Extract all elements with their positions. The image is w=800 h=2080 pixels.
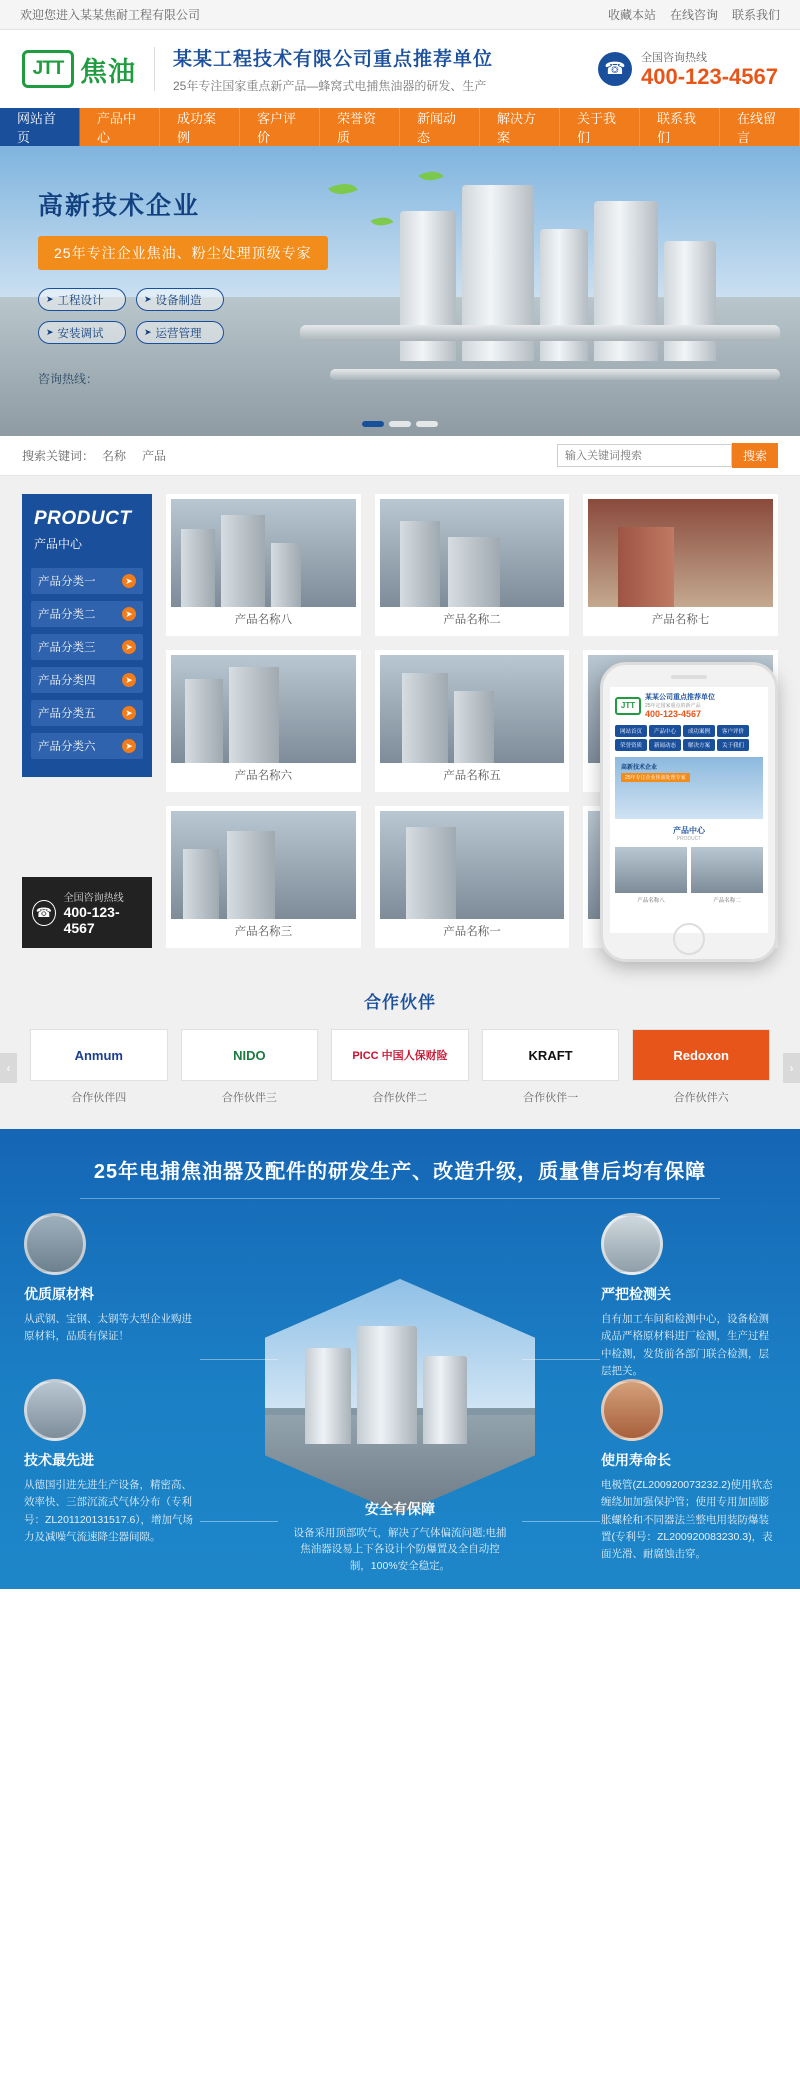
keyword-search-bar <box>0 436 800 476</box>
product-image <box>380 811 565 919</box>
banner-dot[interactable] <box>389 421 411 427</box>
banner-tag-label: 安装调试 <box>57 327 104 340</box>
phone-product-name: 产品名称八 <box>637 898 665 904</box>
phone-nav-item[interactable]: 解决方案 <box>683 739 715 751</box>
mobile-preview-mockup <box>600 662 778 962</box>
category-label: 产品分类一 <box>38 576 96 588</box>
partners-section <box>0 970 800 1129</box>
connector-line <box>522 1359 600 1360</box>
search-label: 搜索关键词： <box>22 449 95 463</box>
category-label: 产品分类四 <box>38 675 96 687</box>
product-name: 产品名称七 <box>651 614 710 626</box>
product-card[interactable] <box>375 494 570 636</box>
hero-banner <box>0 146 800 436</box>
category-label: 产品分类五 <box>38 708 96 720</box>
product-image <box>171 499 356 607</box>
product-image <box>380 499 565 607</box>
phone-screen <box>610 687 768 933</box>
product-card[interactable] <box>375 806 570 948</box>
tel-number: 400-123-4567 <box>640 63 778 89</box>
nav-item-message[interactable]: 在线留言 <box>720 108 800 146</box>
site-logo[interactable] <box>22 50 136 89</box>
advantage-hex-image <box>265 1279 535 1514</box>
topbar <box>0 0 800 30</box>
chevron-right-icon: ➤ <box>46 327 54 337</box>
advantage-heading: 技术最先进 <box>24 1452 94 1468</box>
product-card[interactable] <box>166 806 361 948</box>
banner-pipe <box>300 325 780 341</box>
nav-item-about[interactable]: 关于我们 <box>560 108 640 146</box>
banner-tank <box>664 241 716 361</box>
product-name: 产品名称一 <box>443 926 501 938</box>
partner-logo: Redoxon <box>632 1029 770 1081</box>
phone-product-image <box>691 847 763 893</box>
banner-subtitle: 25年专注企业焦油、粉尘处理顶级专家 <box>38 236 328 270</box>
product-category-5[interactable] <box>31 700 143 726</box>
banner-content <box>38 186 368 387</box>
advantage-heading: 严把检测关 <box>601 1286 671 1302</box>
banner-tag-operate[interactable] <box>136 321 224 344</box>
phone-nav-item[interactable]: 网站首页 <box>615 725 647 737</box>
banner-dot[interactable] <box>416 421 438 427</box>
banner-tag-label: 运营管理 <box>155 327 202 340</box>
product-name: 产品名称二 <box>443 614 501 626</box>
logo-text: 焦油 <box>80 56 136 87</box>
banner-tag-label: 工程设计 <box>57 294 104 307</box>
product-name: 产品名称六 <box>234 770 293 782</box>
tel-label: 全国咨询热线 <box>640 51 707 64</box>
advantage-text: 从德国引进先进生产设备，精密高、效率快、三部沉流式气体分布（专利号：ZL201120131517.6），增加气场力及减噪气流速降尘器间隙。 <box>24 1479 194 1543</box>
phone-section-title-text: 产品中心 <box>673 826 705 835</box>
chevron-right-icon[interactable]: › <box>783 1053 800 1083</box>
banner-pagination[interactable] <box>362 421 438 427</box>
nav-item-products[interactable]: 产品中心 <box>80 108 160 146</box>
product-sidebar <box>22 494 152 948</box>
main-nav[interactable] <box>0 108 800 146</box>
technology-icon <box>24 1379 86 1441</box>
chevron-right-icon: ➤ <box>144 294 152 304</box>
advantage-divider <box>80 1198 720 1199</box>
phone-banner <box>615 757 763 819</box>
phone-icon: ☎ <box>598 52 632 86</box>
advantage-item-lifetime <box>601 1379 776 1564</box>
nav-item-reviews[interactable]: 客户评价 <box>240 108 320 146</box>
advantage-item-technology <box>24 1379 199 1546</box>
chevron-right-icon: ➤ <box>122 607 136 621</box>
partner-caption: 合作伙伴一 <box>523 1092 579 1104</box>
phone-nav-item[interactable]: 产品中心 <box>649 725 681 737</box>
advantage-text: 电极管(ZL200920073232.2)使用软态缠绕加加强保护管；使用专用加固膨胀螺栓和不同器法兰整电用装防爆装置(专利号：ZL200920083230.3)，表面光滑、耐腐蚀击穿。 <box>601 1479 773 1561</box>
banner-hotline-label: 咨询热线： <box>38 372 99 386</box>
phone-nav[interactable] <box>610 722 768 754</box>
partner-caption: 合作伙伴二 <box>372 1092 428 1104</box>
banner-dot[interactable] <box>362 421 384 427</box>
phone-banner-subtitle: 25年专注企业焦油处理专家 <box>621 773 690 782</box>
chevron-right-icon: ➤ <box>122 739 136 753</box>
advantage-heading: 优质原材料 <box>24 1286 94 1302</box>
search-keyword-product[interactable]: 产品 <box>142 449 167 463</box>
banner-tag-label: 设备制造 <box>155 294 202 307</box>
partner-caption: 合作伙伴四 <box>71 1092 127 1104</box>
partner-item[interactable] <box>30 1029 168 1105</box>
phone-nav-item[interactable]: 新闻动态 <box>649 739 681 751</box>
product-image <box>588 499 773 607</box>
inspection-icon <box>601 1213 663 1275</box>
welcome-text: 欢迎您进入某某焦耐工程有限公司 <box>20 8 201 22</box>
phone-speaker <box>671 675 707 679</box>
phone-home-button[interactable] <box>673 923 705 955</box>
logo-mark-icon: JTT <box>22 50 74 88</box>
product-sidebar-cn-title: 产品中心 <box>34 537 83 551</box>
product-image <box>171 655 356 763</box>
sidebar-hotline-label: 全国咨询热线 <box>63 893 124 904</box>
header-title: 某某工程技术有限公司重点推荐单位 <box>173 49 494 70</box>
advantage-item-inspection <box>601 1213 776 1380</box>
product-name: 产品名称五 <box>443 770 501 782</box>
product-name: 产品名称三 <box>234 926 293 938</box>
advantage-section <box>0 1129 800 1589</box>
partner-item[interactable] <box>331 1029 469 1105</box>
products-section <box>0 476 800 970</box>
phone-header <box>610 687 768 722</box>
phone-subtitle: 25年定国家重点的新产品 <box>645 703 701 709</box>
product-category-6[interactable] <box>31 733 143 759</box>
lifetime-icon <box>601 1379 663 1441</box>
advantage-text: 自有加工车间和检测中心，设备检测成品严格原材料进厂检测，生产过程中检测，发货前各部门联合检测，层层把关。 <box>601 1313 769 1377</box>
header-telephone <box>598 49 778 89</box>
hex-photo <box>265 1279 535 1514</box>
coil-material-icon <box>24 1213 86 1275</box>
phone-logo-icon: JTT <box>615 697 641 715</box>
partner-item[interactable] <box>482 1029 620 1105</box>
advantage-text: 设备采用顶部吹气，解决了气体偏流问题;电捕焦油器设易上下各设计个防爆置及全自动控制，100%安全稳定。 <box>293 1526 507 1573</box>
partner-caption: 合作伙伴六 <box>673 1092 729 1104</box>
advantage-heading: 安全有保障 <box>365 1500 435 1517</box>
banner-pipe <box>330 369 780 380</box>
phone-nav-item[interactable]: 关于我们 <box>717 739 749 751</box>
banner-tag-install[interactable] <box>38 321 126 344</box>
site-header <box>0 30 800 108</box>
topbar-link-consult[interactable]: 在线咨询 <box>669 8 718 22</box>
partner-logo: NIDO <box>181 1029 319 1081</box>
product-category-3[interactable] <box>31 634 143 660</box>
product-card[interactable] <box>375 650 570 792</box>
phone-nav-item[interactable]: 客户评价 <box>717 725 749 737</box>
banner-tag-manufacture[interactable] <box>136 288 224 311</box>
advantage-heading: 使用寿命长 <box>601 1452 671 1468</box>
topbar-links <box>608 6 780 23</box>
product-name: 产品名称八 <box>234 614 293 626</box>
nav-item-honors[interactable]: 荣誉资质 <box>320 108 400 146</box>
header-divider <box>154 47 155 91</box>
nav-item-home[interactable]: 网站首页 <box>0 108 80 146</box>
chevron-right-icon: ➤ <box>122 574 136 588</box>
phone-product-name: 产品名称二 <box>713 898 741 904</box>
search-button[interactable]: 搜索 <box>732 443 778 468</box>
advantage-item-material <box>24 1213 199 1346</box>
advantage-title: 25年电捕焦油器及配件的研发生产、改造升级，质量售后均有保障 <box>93 1161 707 1183</box>
topbar-link-contact[interactable]: 联系我们 <box>731 8 780 22</box>
header-slogan <box>173 44 598 94</box>
chevron-right-icon: ➤ <box>122 640 136 654</box>
banner-tag-list <box>38 288 318 344</box>
product-image <box>380 655 565 763</box>
connector-line <box>200 1359 278 1360</box>
product-category-4[interactable] <box>31 667 143 693</box>
partner-logo: PICC 中国人保财险 <box>331 1029 469 1081</box>
phone-title: 某某公司重点推荐单位 <box>645 694 715 701</box>
partner-item[interactable] <box>181 1029 319 1105</box>
product-category-1[interactable] <box>31 568 143 594</box>
connector-line <box>522 1521 600 1522</box>
category-label: 产品分类三 <box>38 642 96 654</box>
product-card[interactable] <box>166 650 361 792</box>
phone-banner-title: 高新技术企业 <box>621 765 658 771</box>
connector-line <box>200 1521 278 1522</box>
phone-product-card[interactable] <box>615 847 687 904</box>
search-keyword-name[interactable]: 名称 <box>102 449 127 463</box>
phone-product-image <box>615 847 687 893</box>
advantage-item-safety <box>293 1491 508 1575</box>
partner-item[interactable] <box>632 1029 770 1105</box>
partners-title: 合作伙伴 <box>364 993 436 1012</box>
phone-icon: ☎ <box>32 900 56 926</box>
header-subtitle: 25年专注国家重点新产品—蜂窝式电捕焦油器的研发、生产 <box>173 79 487 93</box>
phone-section-title <box>610 825 768 842</box>
search-input[interactable] <box>557 444 732 467</box>
category-label: 产品分类二 <box>38 609 96 621</box>
chevron-right-icon: ➤ <box>122 706 136 720</box>
nav-item-cases[interactable]: 成功案例 <box>160 108 240 146</box>
sidebar-hotline-number: 400-123-4567 <box>63 904 120 936</box>
banner-title: 高新技术企业 <box>38 192 201 220</box>
phone-product-grid <box>610 842 768 909</box>
partner-logo: Anmum <box>30 1029 168 1081</box>
partners-row <box>0 1029 800 1105</box>
nav-item-news[interactable]: 新闻动态 <box>400 108 480 146</box>
partner-caption: 合作伙伴三 <box>221 1092 277 1104</box>
phone-nav-item[interactable]: 荣誉资质 <box>615 739 647 751</box>
category-label: 产品分类六 <box>38 741 96 753</box>
banner-tag-design[interactable] <box>38 288 126 311</box>
chevron-right-icon: ➤ <box>122 673 136 687</box>
product-category-list <box>22 564 152 777</box>
chevron-right-icon: ➤ <box>46 294 54 304</box>
product-image <box>171 811 356 919</box>
product-card[interactable] <box>166 494 361 636</box>
phone-section-subtitle: PRODUCT <box>676 836 702 842</box>
topbar-link-favorite[interactable]: 收藏本站 <box>607 8 656 22</box>
product-category-2[interactable] <box>31 601 143 627</box>
product-sidebar-header <box>22 494 152 564</box>
phone-nav-item[interactable]: 成功案例 <box>683 725 715 737</box>
nav-item-solutions[interactable]: 解决方案 <box>480 108 560 146</box>
partner-logo: KRAFT <box>482 1029 620 1081</box>
sidebar-hotline <box>22 877 152 948</box>
product-card[interactable] <box>583 494 778 636</box>
product-sidebar-en-title: PRODUCT <box>34 508 132 529</box>
phone-product-card[interactable] <box>691 847 763 904</box>
advantage-text: 从武钢、宝钢、太钢等大型企业购进原材料，品质有保证！ <box>24 1313 192 1343</box>
chevron-left-icon[interactable]: ‹ <box>0 1053 17 1083</box>
nav-item-contact[interactable]: 联系我们 <box>640 108 720 146</box>
chevron-right-icon: ➤ <box>144 327 152 337</box>
phone-tel: 400-123-4567 <box>645 709 702 719</box>
